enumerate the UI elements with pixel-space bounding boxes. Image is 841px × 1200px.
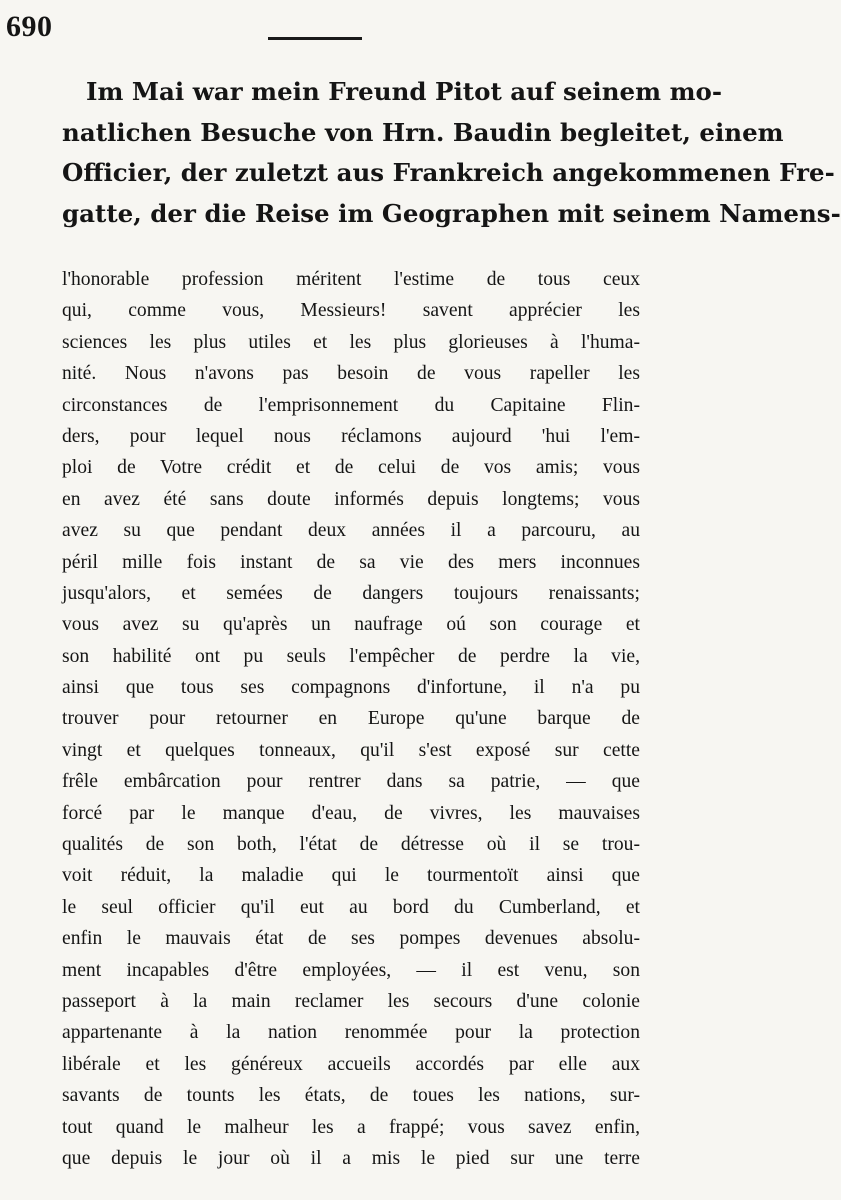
french-line: qualités de son both, l'état de détresse où il se trou-	[62, 834, 640, 856]
french-line: savants de tounts les états, de toues les nations, sur-	[62, 1085, 640, 1107]
french-line: son habilité ont pu seuls l'empêcher de perdre la vie,	[62, 645, 640, 667]
german-line: Officier, der zuletzt aus Frankreich angekommenen Fre-	[62, 158, 835, 187]
french-line: libérale et les généreux accueils accordés par elle aux	[62, 1053, 640, 1075]
french-line: en avez été sans doute informés depuis longtems; vous	[62, 488, 640, 510]
french-paragraph	[62, 264, 640, 1174]
french-line: ploi de Votre crédit et de celui de vos amis; vous	[62, 457, 640, 479]
french-line: que depuis le jour où il a mis le pied sur une terre	[62, 1147, 640, 1169]
french-line: passeport à la main reclamer les secours d'une colonie	[62, 990, 640, 1012]
french-line: voit réduit, la maladie qui le tourmentoït ainsi que	[62, 865, 640, 887]
french-line: enfin le mauvais état de ses pompes devenues absolu-	[62, 928, 640, 950]
french-line: le seul officier qu'il eut au bord du Cumberland, et	[62, 896, 640, 918]
french-line: ders, pour lequel nous réclamons aujourd 'hui l'em-	[62, 425, 640, 447]
french-line: jusqu'alors, et semées de dangers toujours renaissants;	[62, 582, 640, 604]
french-line: sciences les plus utiles et les plus glorieuses à l'huma-	[62, 331, 640, 353]
french-line: ment incapables d'être employées, — il est venu, son	[62, 959, 640, 981]
french-line: avez su que pendant deux années il a parcouru, au	[62, 520, 640, 542]
french-line: vous avez su qu'après un naufrage oú son courage et	[62, 614, 640, 636]
french-line: péril mille fois instant de sa vie des mers inconnues	[62, 551, 640, 573]
french-line: vingt et quelques tonneaux, qu'il s'est exposé sur cette	[62, 739, 640, 761]
header-rule	[268, 37, 362, 40]
page-number: 690	[6, 10, 53, 43]
french-line: nité. Nous n'avons pas besoin de vous rapeller les	[62, 363, 640, 385]
german-line: natlichen Besuche von Hrn. Baudin begleitet, einem	[62, 117, 784, 147]
french-line: ainsi que tous ses compagnons d'infortune, il n'a pu	[62, 677, 640, 699]
french-line: trouver pour retourner en Europe qu'une barque de	[62, 708, 640, 730]
german-paragraph	[62, 72, 841, 234]
french-line: circonstances de l'emprisonnement du Capitaine Flin-	[62, 394, 640, 416]
french-line: frêle embârcation pour rentrer dans sa patrie, — que	[62, 771, 640, 793]
german-line: gatte, der die Reise im Geographen mit seinem Namens-	[62, 198, 841, 228]
french-line: qui, comme vous, Messieurs! savent apprécier les	[62, 300, 640, 322]
french-line: l'honorable profession méritent l'estime de tous ceux	[62, 269, 640, 290]
german-line: Im Mai war mein Freund Pitot auf seinem mo-	[86, 77, 723, 106]
french-line: tout quand le malheur les a frappé; vous savez enfin,	[62, 1116, 640, 1138]
french-line: appartenante à la nation renommée pour la protection	[62, 1022, 640, 1044]
french-line: forcé par le manque d'eau, de vivres, les mauvaises	[62, 802, 640, 824]
